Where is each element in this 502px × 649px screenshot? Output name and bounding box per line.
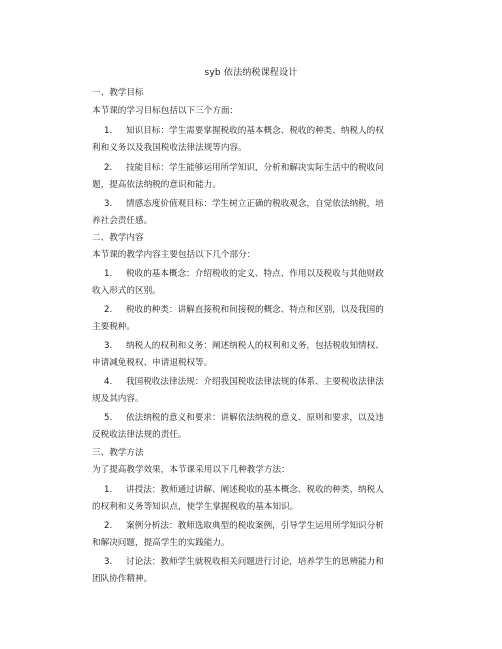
item-text-continued: 利和义务以及我国税收法律法规等内容。 [92,142,247,153]
item-text-continued: 的权利和义务等知识点，使学生掌握税收的基本知识。 [92,501,299,512]
list-item [92,266,432,299]
item-number: 1. [104,485,113,495]
item-text-continued: 养社会责任感。 [92,215,153,226]
item-text: 知识目标：学生需要掌握税收的基本概念、税收的种类、纳税人的权 [126,126,384,136]
item-number: 2. [104,163,113,173]
item-text: 纳税人的权利和义务：阐述纳税人的权利和义务，包括税收知情权、 [126,341,384,351]
list-item [92,160,432,193]
document-title: syb 依法纳税课程设计 [204,68,298,78]
item-text-continued: 团队协作精神。 [92,573,153,584]
item-text: 讨论法：教师学生就税收相关问题进行讨论，培养学生的思辨能力和 [126,557,384,567]
section-intro: 为了提高教学效果，本节课采用以下几种教学方法： [92,465,290,475]
item-text: 案例分析法：教师选取典型的税收案例，引导学生运用所学知识分析 [126,521,384,531]
section-intro: 本节课的教学内容主要包括以下几个部分： [92,250,256,260]
item-text: 情感态度价值观目标：学生树立正确的税收观念，自觉依法纳税，培 [126,199,384,209]
item-number: 5. [104,413,113,423]
item-text: 技能目标：学生能够运用所学知识，分析和解决实际生活中的税收问 [126,163,384,173]
section-heading: 三、教学方法 [92,448,144,458]
item-number: 1. [104,269,113,279]
item-number: 2. [104,521,113,531]
item-text-continued: 收入形式的区别。 [92,285,161,296]
list-item [92,302,432,335]
section-heading: 一、教学目标 [92,88,144,98]
item-text: 我国税收法律法规：介绍我国税收法律法规的体系、主要税收法律法 [126,377,384,387]
item-text: 讲授法：教师通过讲解、阐述税收的基本概念、税收的种类、纳税人 [126,485,384,495]
list-item [92,482,432,515]
item-number: 3. [104,199,113,209]
list-item [92,518,432,551]
item-text-continued: 反税收法律法规的责任。 [92,429,187,440]
item-text: 依法纳税的意义和要求：讲解依法纳税的意义、原则和要求，以及违 [126,413,384,423]
section-heading: 二、教学内容 [92,233,144,243]
item-text: 税收的基本概念：介绍税收的定义、特点、作用以及税收与其他财政 [126,269,384,279]
item-text-continued: 规及其内容。 [92,393,144,404]
list-item [92,196,432,229]
item-text-continued: 申请减免税权、申请退税权等。 [92,357,213,368]
item-text: 税收的种类：讲解直接税和间接税的概念、特点和区别，以及我国的 [126,305,384,315]
item-number: 1. [104,126,113,136]
item-text-continued: 主要税种。 [92,321,135,332]
item-text-continued: 题，提高依法纳税的意识和能力。 [92,179,221,190]
list-item [92,554,432,587]
list-item [92,410,432,443]
item-number: 2. [104,305,113,315]
list-item [92,123,432,156]
item-number: 3. [104,341,113,351]
list-item [92,374,432,407]
item-number: 4. [104,377,113,387]
list-item [92,338,432,371]
item-number: 3. [104,557,113,567]
section-intro: 本节课的学习目标包括以下三个方面： [92,106,239,116]
item-text-continued: 和解决问题，提高学生的实践能力。 [92,537,230,548]
